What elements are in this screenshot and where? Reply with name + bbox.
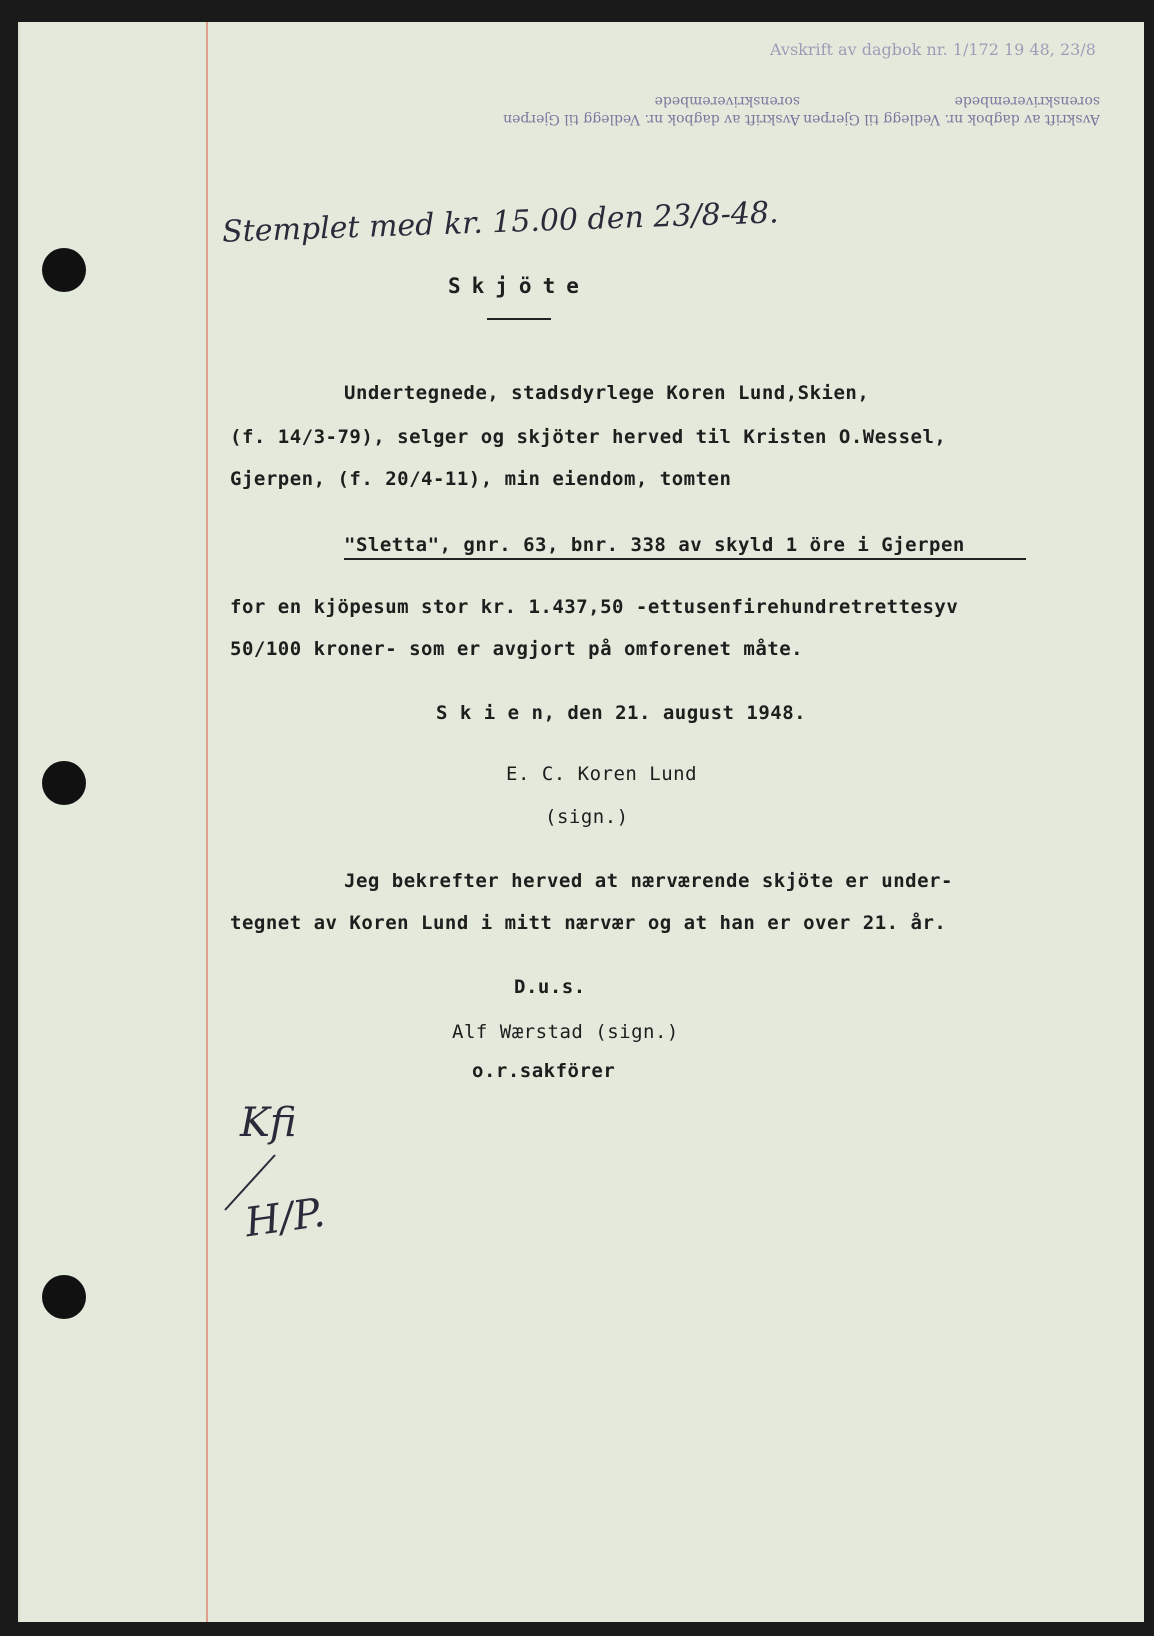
witness-name: Alf Wærstad (sign.) bbox=[452, 1021, 679, 1043]
punch-hole bbox=[42, 761, 86, 805]
punch-hole bbox=[42, 1275, 86, 1319]
registry-stamp-left: Avskrift av dagbok nr. Vedlegg til Gjerpen sorenskriverembede bbox=[503, 93, 800, 127]
registry-stamp-right: Avskrift av dagbok nr. Vedlegg til Gjerpen sorenskriverembede bbox=[803, 93, 1100, 127]
handwritten-initials: H/P. bbox=[242, 1189, 328, 1247]
witness-title: o.r.sakförer bbox=[472, 1060, 616, 1082]
handwritten-stamp-note: Stemplet med kr. 15.00 den 23/8-48. bbox=[221, 195, 780, 250]
signatory-name: E. C. Koren Lund bbox=[506, 763, 698, 785]
signature-mark: (sign.) bbox=[545, 806, 629, 828]
text-line: Gjerpen, (f. 20/4-11), min eiendom, tomten bbox=[230, 468, 732, 490]
title-underline bbox=[487, 318, 551, 320]
property-line: "Sletta", gnr. 63, bnr. 338 av skyld 1 öre i Gjerpen bbox=[344, 534, 965, 556]
punch-hole bbox=[42, 248, 86, 292]
property-underline bbox=[344, 558, 1026, 560]
text-line: (f. 14/3-79), selger og skjöter herved til Kristen O.Wessel, bbox=[230, 426, 947, 448]
place-date: S k i e n, den 21. august 1948. bbox=[436, 702, 807, 724]
handwritten-initials: Kfi bbox=[240, 1100, 297, 1146]
text-line: Undertegnede, stadsdyrlege Koren Lund,Skien, bbox=[344, 382, 870, 404]
closing: D.u.s. bbox=[514, 976, 586, 998]
registry-mark: Avskrift av dagbok nr. 1/172 19 48, 23/8 bbox=[770, 40, 1096, 59]
text-line: tegnet av Koren Lund i mitt nærvær og at han er over 21. år. bbox=[230, 912, 947, 934]
margin-line bbox=[206, 22, 208, 1622]
text-line: Jeg bekrefter herved at nærværende skjöte er under- bbox=[344, 870, 953, 892]
document-title: Skjöte bbox=[448, 274, 590, 298]
text-line: 50/100 kroner- som er avgjort på omforenet måte. bbox=[230, 638, 804, 660]
text-line: for en kjöpesum stor kr. 1.437,50 -ettusenfirehundretrettesyv bbox=[230, 596, 959, 618]
